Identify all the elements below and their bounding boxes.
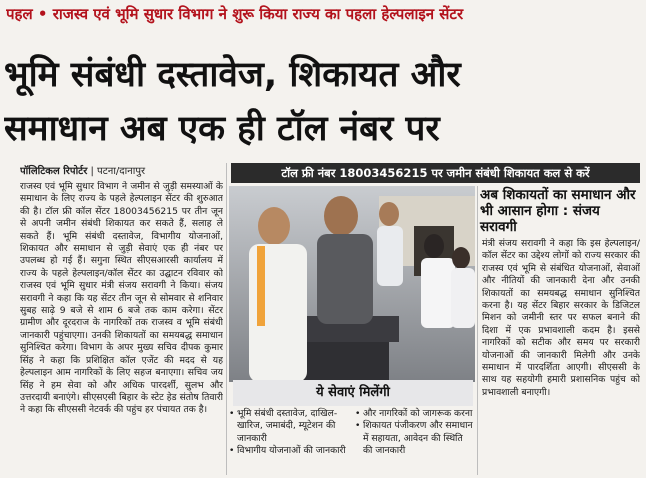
services-title: ये सेवाएं मिलेंगी <box>233 380 473 406</box>
services-column-1 <box>229 408 347 458</box>
kicker <box>6 4 640 26</box>
right-subheadline: अब शिकायतों का समाधान और भी आसान होगा : संजय सरावगी <box>480 187 636 235</box>
services-column-2 <box>355 408 473 458</box>
byline-place: पटना/दानापुर <box>97 166 146 177</box>
service-item: • विभागीय योजनाओं की जानकारी <box>229 445 347 457</box>
column-divider <box>226 163 227 475</box>
kicker-text: राजस्व एवं भूमि सुधार विभाग ने शुरू किया राज्य का पहला हेल्पलाइन सेंटर <box>52 5 464 23</box>
kicker-tag: पहल • <box>6 5 48 23</box>
service-item: • और नागरिकों को जागरूक करना <box>355 408 473 420</box>
headline-line-1: भूमि संबंधी दस्तावेज, शिकायत और <box>4 55 461 95</box>
article-body-right: मंत्री संजय सरावगी ने कहा कि इस हेल्पलाइन/कॉल सेंटर का उद्देश्य लोगों को राज्य सरकार की राजस्व एवं भूमि से संबंधित योजनाओं, सेवाओं और नीतियों की जानकारी देना और उनकी शिकायतों का समयबद्ध समाधान सुनिश्चित करना है। यह सेंटर बिहार सरकार के डिजिटल मिशन को जमीनी स्तर पर सफल बनाने की दिशा में एक प्रभावशाली कदम है। इससे नागरिकों को सटीक और समय पर सरकारी योजनाओं की जानकारी मिलेगी और उनके समाधान में पारदर्शिता आएगी। सीएससी के साथ यह सहयोगी हमारी प्रशासनिक पहुंच को प्रभावशाली बनाएगी। <box>482 238 640 398</box>
headline-line-2: समाधान अब एक ही टॉल नंबर पर <box>4 109 440 149</box>
byline-reporter: पॉलिटिकल रिपोर्टर <box>20 166 88 177</box>
column-divider <box>477 186 478 475</box>
service-item: • भूमि संबंधी दस्तावेज, दाखिल-खारिज, जमाबंदी, म्यूटेशन की जानकारी <box>229 408 347 445</box>
service-item: • शिकायत पंजीकरण और समाधान में सहायता, आवेदन की स्थिति की जानकारी <box>355 420 473 457</box>
byline: पॉलिटिकल रिपोर्टर | पटना/दानापुर <box>20 166 146 177</box>
article-body-left: राजस्व एवं भूमि सुधार विभाग ने जमीन से जुड़ी समस्याओं के समाधान के लिए राज्य के पहले हेल्पलाइन सेंटर की शुरुआत की है। टॉल फ्री कॉल सेंटर 18003456215 पर तीन जून से अपनी जमीन संबंधी शिकायत कर सकते हैं, सलाह ले सकते हैं। भूमि संबंधी दस्तावेज, विभागीय योजनाओं, शिकायत और समाधान से जुड़ी सेवाएं एक ही नंबर पर उपलब्ध हो गई हैं। सगुना स्थित सीएसआरसी कार्यालय में राज्य के पहले हेल्पलाइन/कॉल सेंटर का उद्घाटन रविवार को राजस्व एवं भूमि सुधार मंत्री संजय सरावगी ने किया। संजय सरावगी ने कहा कि यह सेंटर तीन जून से सोमवार से शनिवार सुबह साढ़े 9 बजे से शाम 6 बजे तक काम करेगा। सेंटर ग्रामीण और दूरदराज के नागरिकों तक राजस्व व भूमि संबंधी जानकारी पहुंचाएगा। उनकी शिकायतों का समयबद्ध समाधान सुनिश्चित करेगा। विभाग के अपर मुख्य सचिव दीपक कुमार सिंह ने कहा कि प्रशिक्षित कॉल एजेंट की मदद से यह हेल्पलाइन आम नागरिकों के लिए सहज बनाएगा। सचिव जय सिंह ने हम सेवा को और अधिक पारदर्शी, सुलभ और उत्तरदायी बनाएंगे। सीएसएसी बिहार के स्टेट हेड संतोष तिवारी ने कहा कि सीएससी नेटवर्क की पहुंच हर पंचायत तक है। <box>20 181 223 416</box>
photo-icon <box>229 186 475 382</box>
headline <box>4 48 642 156</box>
banner: टॉल फ्री नंबर 18003456215 पर जमीन संबंधी शिकायत कल से करें <box>231 163 640 183</box>
news-photo <box>229 186 475 382</box>
services-list <box>229 408 475 478</box>
